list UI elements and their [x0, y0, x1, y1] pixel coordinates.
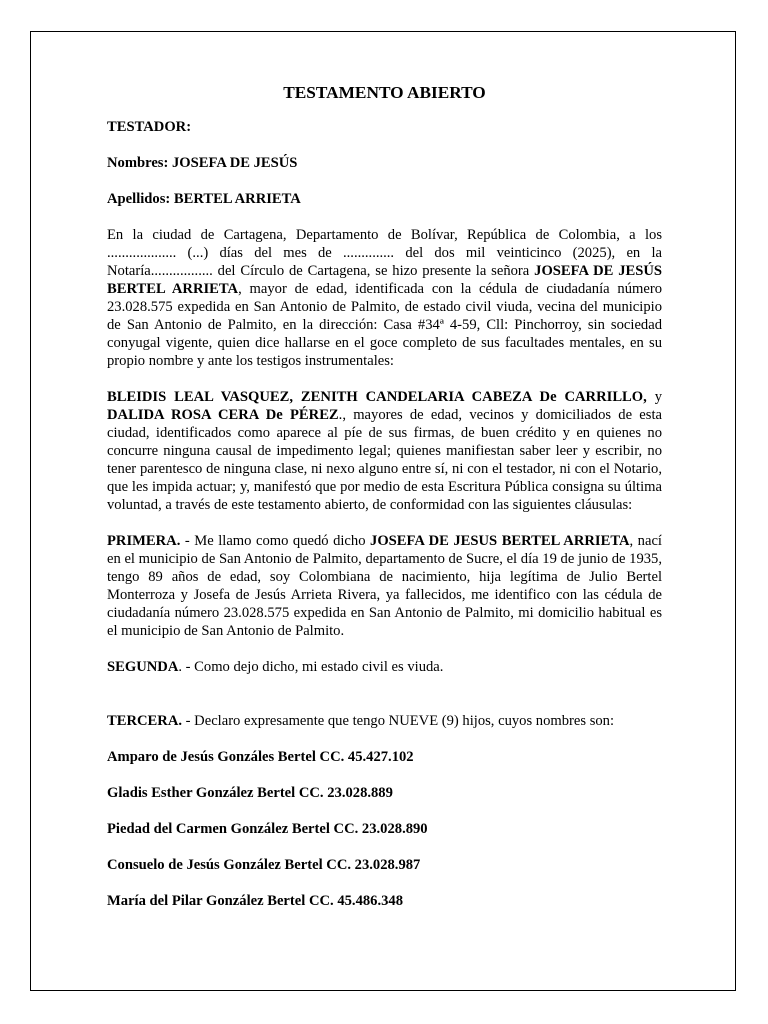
intro-paragraph [107, 226, 662, 370]
witnesses-text-1: y [646, 389, 663, 405]
primera-bold-name: JOSEFA DE JESUS BERTEL ARRIETA [370, 533, 630, 549]
witnesses-paragraph [107, 388, 662, 514]
segunda-text: . - Como dejo dicho, mi estado civil es viuda. [178, 659, 444, 675]
document-page [30, 31, 736, 991]
primera-text-2: , nací en el municipio de San Antonio de Palmito, departamento de Sucre, el día 19 de junio de 1935, tengo 89 años de edad, soy Colombiana de nacimiento, hija legítima de Julio Bertel Monterroza y Josefa de Jesús Arrieta Rivera, ya fallecidos, me identifico con las cédula de ciudadanía número 23.028.575 expedida en San Antonio de Palmito, mi domicilio habitual es el municipio de San Antonio de Palmito. [107, 533, 662, 639]
witnesses-text-2: ., mayores de edad, vecinos y domiciliados de esta ciudad, identificados como aparece al píe de sus firmas, de buen crédito y en quienes no concurre ninguna causal de impedimento legal; quienes manifiestan saber leer y escribir, no tener parentesco de ninguna clase, ni nexo alguno entre sí, ni con el testador, ni con el Notario, que les impida actuar; y, manifestó que por medio de esta Escritura Pública consigna su última voluntad, a través de este testamento abierto, de conformidad con las siguientes cláusulas: [107, 407, 662, 513]
document-body [107, 82, 662, 928]
child-entry: Consuelo de Jesús González Bertel CC. 23.028.987 [107, 857, 421, 873]
tercera-text: - Declaro expresamente que tengo NUEVE (9) hijos, cuyos nombres son: [182, 713, 615, 729]
witnesses-bold-1: BLEIDIS LEAL VASQUEZ, ZENITH CANDELARIA CABEZA De CARRILLO, [107, 389, 647, 405]
apellidos-line: Apellidos: BERTEL ARRIETA [107, 191, 301, 207]
segunda-label: SEGUNDA [107, 659, 179, 675]
child-entry: Piedad del Carmen González Bertel CC. 23.028.890 [107, 821, 428, 837]
primera-label: PRIMERA. [107, 533, 181, 549]
intro-text-2: , mayor de edad, identificada con la cédula de ciudadanía número 23.028.575 expedida en San Antonio de Palmito, de estado civil viuda, vecina del municipio de San Antonio de Palmito, en la dirección: Casa #34ª 4-59, Cll: Pinchorroy, sin sociedad conyugal vigente, quien dice hallarse en el goce completo de sus facultades mentales, en su propio nombre y ante los testigos instrumentales: [107, 281, 662, 369]
witnesses-bold-2: DALIDA ROSA CERA De PÉREZ [107, 407, 339, 423]
document-title: TESTAMENTO ABIERTO [283, 83, 486, 102]
intro-bold-name: JOSEFA DE JESÚS BERTEL ARRIETA [107, 263, 663, 297]
intro-text-1: En la ciudad de Cartagena, Departamento de Bolívar, República de Colombia, a los ................... (...) días del mes de .............. del dos mil veinticinco (2025), en la Notaría................. del Círculo de Cartagena, se hizo presente la señora [107, 227, 662, 279]
tercera-label: TERCERA. [107, 713, 183, 729]
primera-text-1: - Me llamo como quedó dicho [180, 533, 371, 549]
child-entry: María del Pilar González Bertel CC. 45.486.348 [107, 893, 404, 909]
testador-label: TESTADOR: [107, 119, 192, 135]
nombres-line: Nombres: JOSEFA DE JESÚS [107, 155, 298, 171]
clause-tercera [107, 712, 662, 730]
clause-segunda [107, 658, 662, 676]
clause-primera [107, 532, 662, 640]
child-entry: Amparo de Jesús Gonzáles Bertel CC. 45.427.102 [107, 749, 414, 765]
child-entry: Gladis Esther González Bertel CC. 23.028.889 [107, 785, 393, 801]
